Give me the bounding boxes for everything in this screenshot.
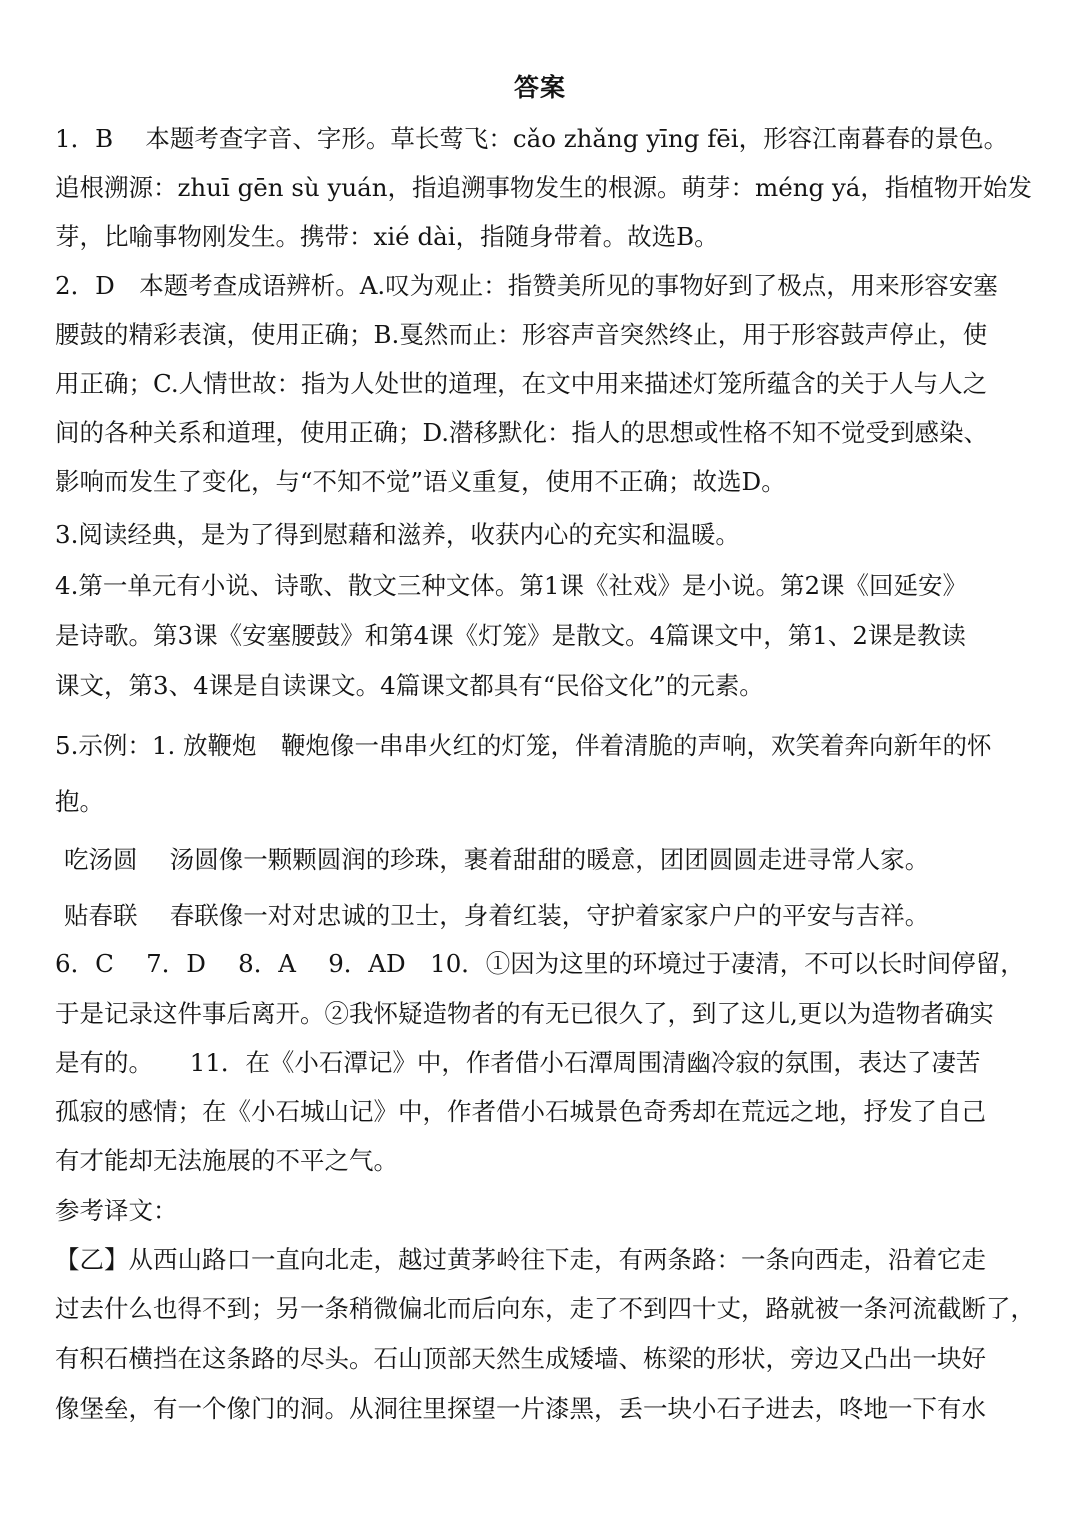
text-line: 是有的。 11．在《小石潭记》中，作者借小石潭周围清幽冷寂的氛围，表达了凄苦 bbox=[55, 1048, 981, 1077]
text-line: 像堡垒，有一个像门的洞。从洞往里探望一片漆黑，丢一块小石子进去，咚地一下有水 bbox=[55, 1394, 986, 1423]
text-line: 于是记录这件事后离开。②我怀疑造物者的有无已很久了，到了这儿,更以为造物者确实 bbox=[55, 999, 994, 1028]
text-line: 课文，第3、4课是自读课文。4篇课文都具有“民俗文化”的元素。 bbox=[55, 671, 764, 700]
text-line: 贴春联 春联像一对对忠诚的卫士，身着红装，守护着家家户户的平安与吉祥。 bbox=[64, 901, 930, 930]
text-line: 1．B 本题考查字音、字形。草长莺飞：cǎo zhǎng yīng fēi，形容江南暮春的景色。 bbox=[55, 124, 1009, 153]
text-line: 有才能却无法施展的不平之气。 bbox=[55, 1146, 398, 1175]
text-line: 是诗歌。第3课《安塞腰鼓》和第4课《灯笼》是散文。4篇课文中，第1、2课是教读 bbox=[55, 621, 966, 650]
text-line: 2．D 本题考查成语辨析。A.叹为观止：指赞美所见的事物好到了极点，用来形容安塞 bbox=[55, 271, 998, 300]
page-title: 答案 bbox=[513, 73, 566, 102]
text-line: 芽，比喻事物刚发生。携带：xié dài，指随身带着。故选B。 bbox=[55, 222, 719, 251]
text-line: 间的各种关系和道理，使用正确；D.潜移默化：指人的思想或性格不知不觉受到感染、 bbox=[55, 418, 989, 447]
text-line: 追根溯源：zhuī gēn sù yuán，指追溯事物发生的根源。萌芽：méng yá，指植物开始发 bbox=[55, 173, 1032, 202]
text-line: 【乙】从西山路口一直向北走，越过黄茅岭往下走，有两条路：一条向西走，沿着它走 bbox=[55, 1245, 986, 1274]
text-line: 吃汤圆 汤圆像一颗颗圆润的珍珠，裹着甜甜的暖意，团团圆圆走进寻常人家。 bbox=[64, 845, 930, 874]
text-line: 5.示例：1. 放鞭炮 鞭炮像一串串火红的灯笼，伴着清脆的声响，欢笑着奔向新年的怀 bbox=[55, 731, 992, 760]
text-line: 抱。 bbox=[55, 787, 104, 816]
text-line: 有积石横挡在这条路的尽头。石山顶部天然生成矮墙、栋梁的形状，旁边又凸出一块好 bbox=[55, 1344, 986, 1373]
text-line: 影响而发生了变化，与“不知不觉”语义重复，使用不正确；故选D。 bbox=[55, 467, 786, 496]
text-line: 4.第一单元有小说、诗歌、散文三种文体。第1课《社戏》是小说。第2课《回延安》 bbox=[55, 571, 968, 600]
text-line: 3.阅读经典，是为了得到慰藉和滋养，收获内心的充实和温暖。 bbox=[55, 520, 740, 549]
text-line: 用正确；C.人情世故：指为人处世的道理，在文中用来描述灯笼所蕴含的关于人与人之 bbox=[55, 369, 988, 398]
text-line: 过去什么也得不到；另一条稍微偏北而后向东，走了不到四十丈，路就被一条河流截断了， bbox=[55, 1294, 1035, 1323]
text-line: 孤寂的感情；在《小石城山记》中，作者借小石城景色奇秀却在荒远之地，抒发了自己 bbox=[55, 1097, 986, 1126]
text-line: 腰鼓的精彩表演，使用正确；B.戛然而止：形容声音突然终止，用于形容鼓声停止，使 bbox=[55, 320, 988, 349]
text-line: 参考译文： bbox=[55, 1196, 178, 1225]
text-line: 6．C 7．D 8．A 9．AD 10．①因为这里的环境过于凄清，不可以长时间停留， bbox=[55, 949, 1025, 978]
